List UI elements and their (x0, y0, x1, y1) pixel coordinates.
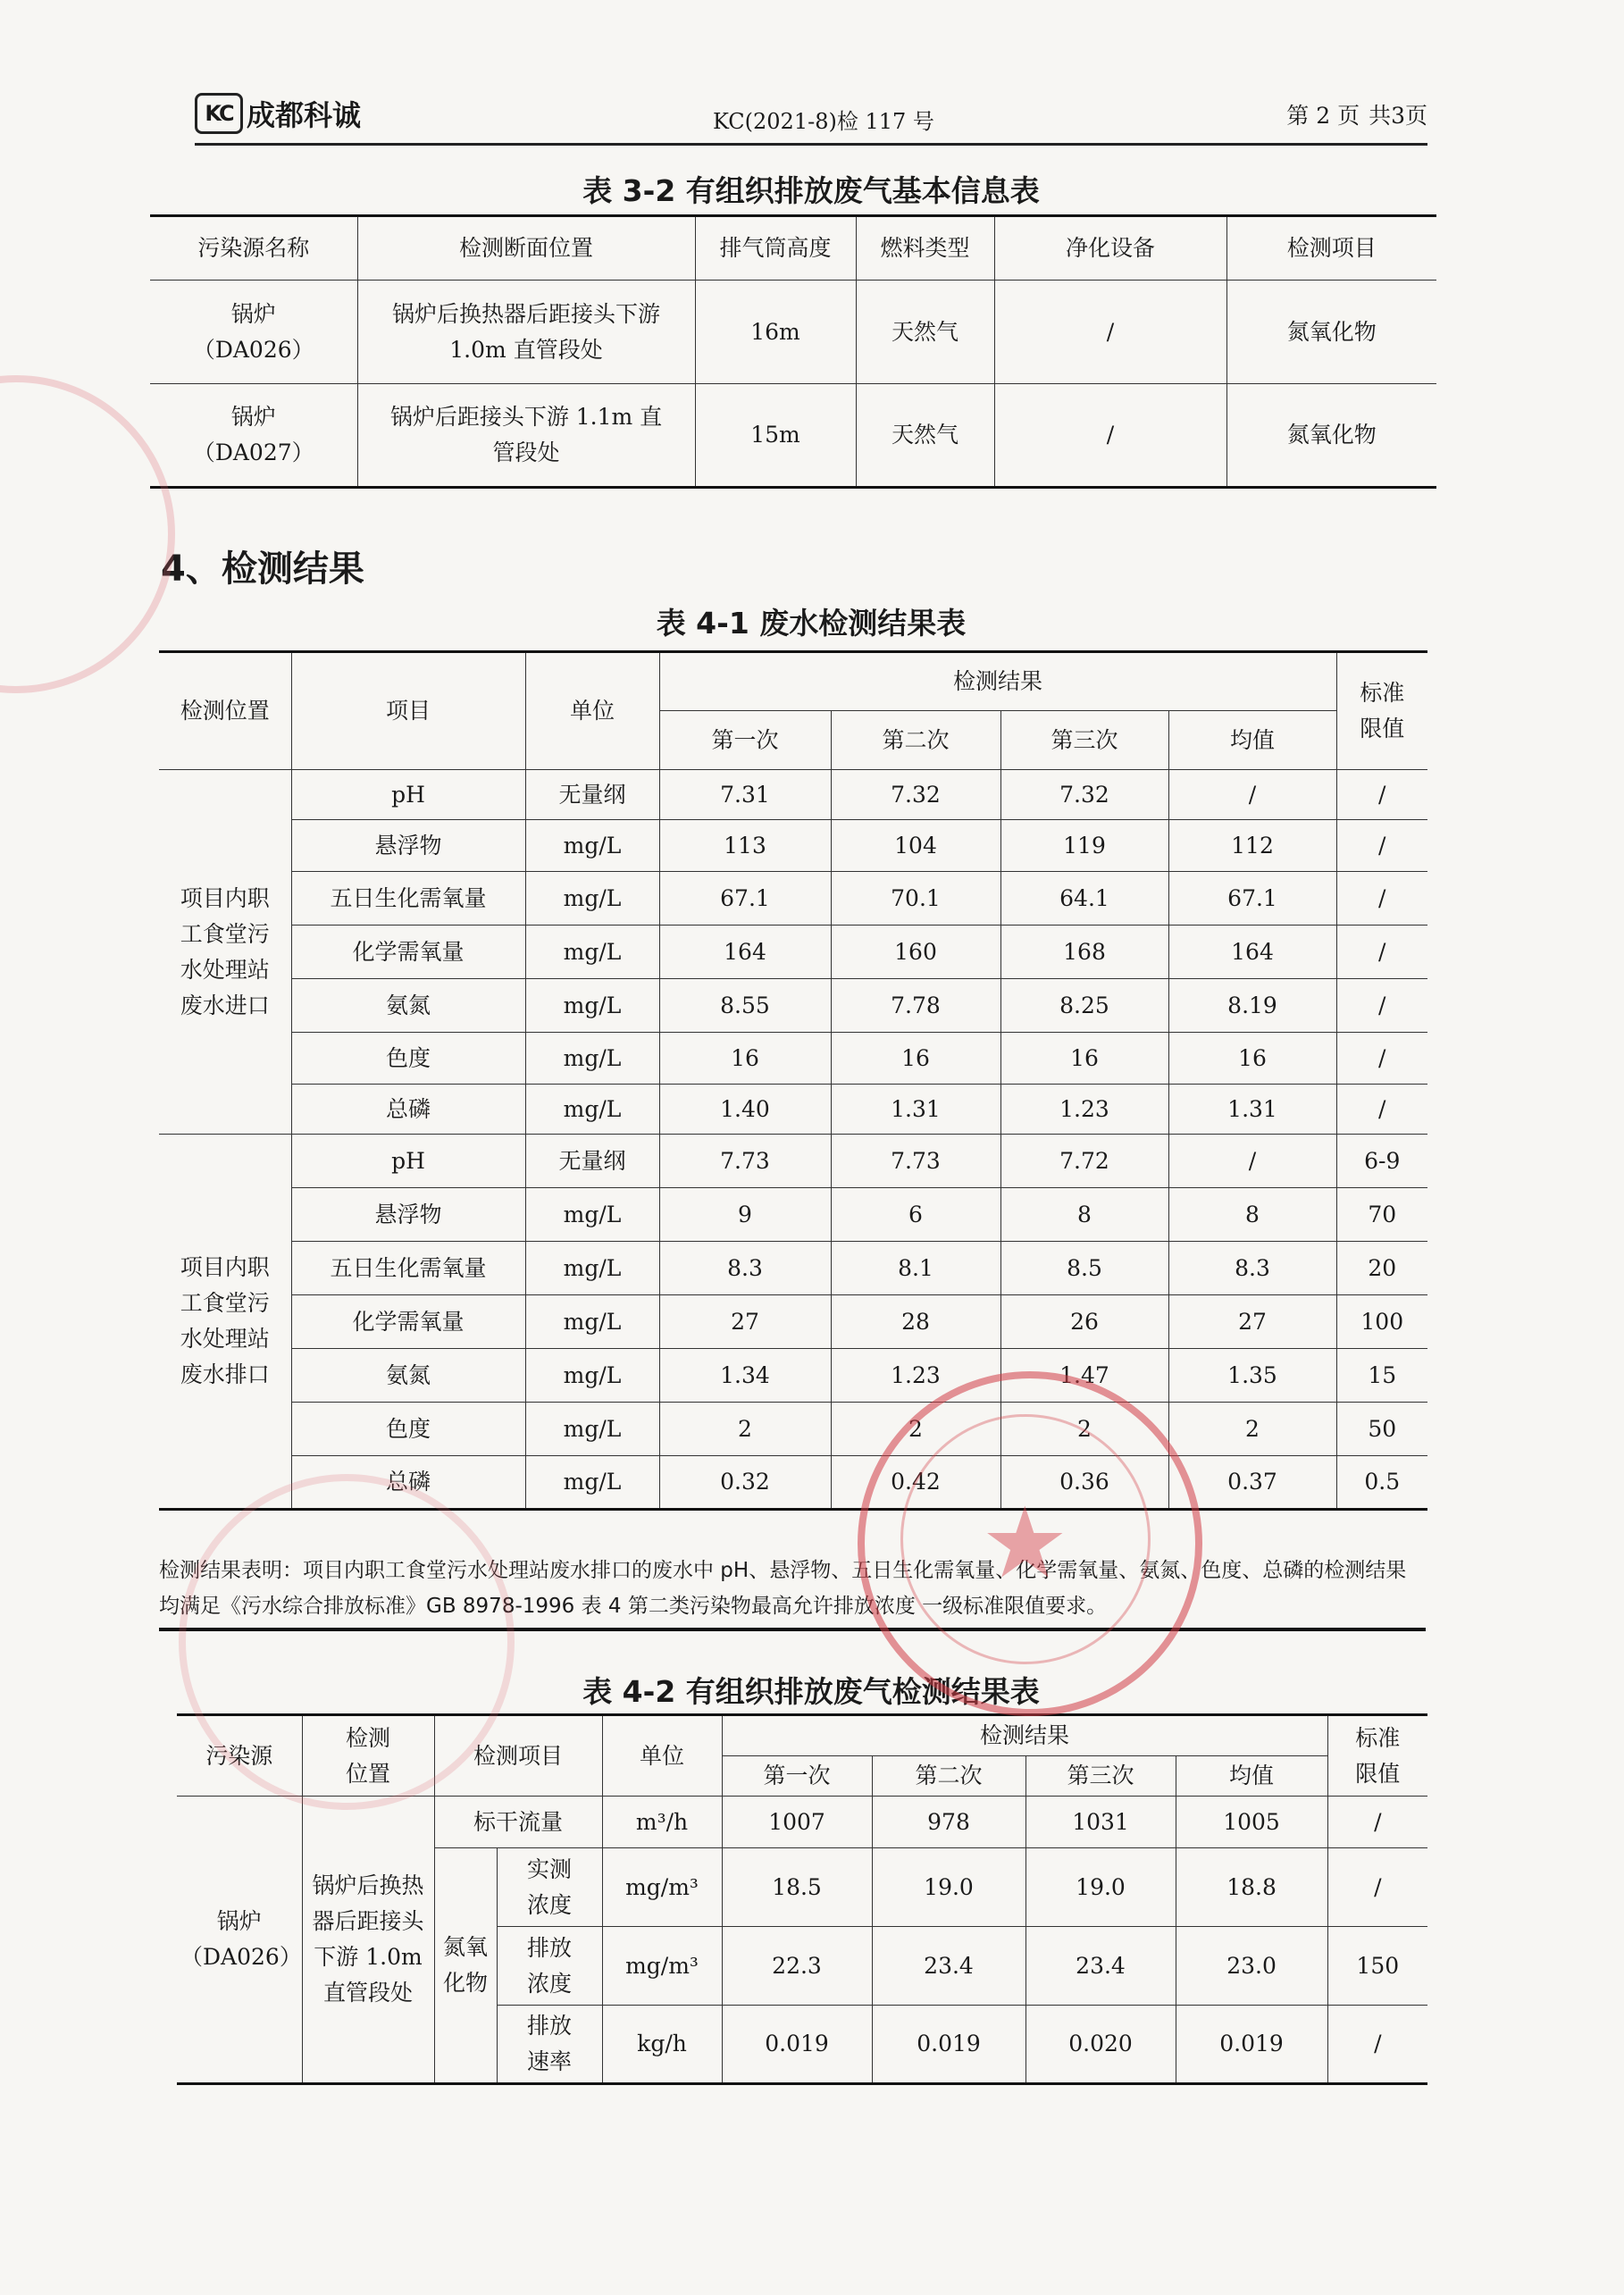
table-cell: mg/L (525, 1349, 659, 1403)
table-cell: / (1336, 1033, 1427, 1085)
table-cell: 化学需氧量 (291, 926, 525, 979)
table-cell: 7.31 (659, 770, 831, 820)
table-cell: 悬浮物 (291, 1188, 525, 1242)
table-cell: 2 (1168, 1403, 1336, 1456)
table-cell: 70.1 (831, 872, 1000, 926)
table-cell: 1.35 (1168, 1349, 1336, 1403)
table-cell: 0.5 (1336, 1456, 1427, 1510)
table-cell: 8.19 (1168, 979, 1336, 1033)
table-cell: mg/L (525, 1295, 659, 1349)
flow-item-cell: 标干流量 (434, 1797, 602, 1848)
table-cell: mg/L (525, 1456, 659, 1510)
table-cell: 150 (1327, 1927, 1427, 2006)
table-cell: mg/L (525, 979, 659, 1033)
header-position: 检测位置 (159, 652, 291, 770)
company-name: 成都科诚 (247, 98, 362, 132)
page-number (1277, 98, 1427, 130)
table-cell: 色度 (291, 1403, 525, 1456)
table-cell: 1.23 (1000, 1085, 1168, 1135)
table-row (159, 770, 1427, 820)
table-cell: 7.72 (1000, 1135, 1168, 1188)
table-cell: 1.31 (831, 1085, 1000, 1135)
table-cell: / (1327, 1848, 1427, 1927)
sub-item-cell: 排放 速率 (497, 2006, 602, 2084)
table-cell: 总磷 (291, 1456, 525, 1510)
table-cell: / (1168, 1135, 1336, 1188)
nox-item-cell: 氮氧 化物 (434, 1848, 497, 2084)
table-cell: 15 (1336, 1349, 1427, 1403)
table-cell: 16 (831, 1033, 1000, 1085)
result-note: 检测结果表明：项目内职工食堂污水处理站废水排口的废水中 pH、悬浮物、五日生化需氧量、化学需氧量、氨氮、色度、总磷的检测结果均满足《污水综合排放标准》GB 8978-1996 表 4 第二类污染物最高允许排放浓度 一级标准限值要求。 (159, 1553, 1426, 1631)
table-4-1 (159, 650, 1427, 1511)
table-cell: 锅炉后距接头下游 1.1m 直 管段处 (357, 384, 695, 488)
table-cell: 8.55 (659, 979, 831, 1033)
table-cell: 64.1 (1000, 872, 1168, 926)
table-cell: / (1336, 979, 1427, 1033)
table-cell: 113 (659, 820, 831, 872)
column-header: 检测断面位置 (357, 216, 695, 281)
header-limit: 标准 限值 (1336, 652, 1427, 770)
header-third: 第三次 (1000, 711, 1168, 770)
table-cell: 7.32 (1000, 770, 1168, 820)
table-cell: 氮氧化物 (1226, 281, 1436, 384)
table-cell: 7.73 (831, 1135, 1000, 1188)
table-cell: 6-9 (1336, 1135, 1427, 1188)
table-cell: 978 (872, 1797, 1025, 1848)
table-cell: mg/L (525, 1242, 659, 1295)
table-cell: 2 (659, 1403, 831, 1456)
table-cell: 0.019 (1176, 2006, 1327, 2084)
table-cell: 悬浮物 (291, 820, 525, 872)
table-cell: 100 (1336, 1295, 1427, 1349)
table-cell: mg/L (525, 820, 659, 872)
table-cell: / (1336, 1085, 1427, 1135)
table-cell: / (1327, 2006, 1427, 2084)
table-cell: pH (291, 770, 525, 820)
table-cell: 天然气 (856, 384, 994, 488)
table-cell: 8 (1000, 1188, 1168, 1242)
table-row (159, 1403, 1427, 1456)
sub-item-cell: 排放 浓度 (497, 1927, 602, 2006)
table-cell: 16 (1000, 1033, 1168, 1085)
table-cell: 70 (1336, 1188, 1427, 1242)
table-row (159, 926, 1427, 979)
table-cell: 22.3 (722, 1927, 872, 2006)
table-cell: / (994, 384, 1226, 488)
table-cell: 锅炉 （DA027） (150, 384, 357, 488)
table-cell: mg/L (525, 1033, 659, 1085)
table-cell: 164 (1168, 926, 1336, 979)
table-cell: 0.019 (722, 2006, 872, 2084)
table-cell: 7.73 (659, 1135, 831, 1188)
header-mean: 均值 (1168, 711, 1336, 770)
table-cell: 23.4 (872, 1927, 1025, 2006)
table-cell: 1005 (1176, 1797, 1327, 1848)
table-cell: 160 (831, 926, 1000, 979)
table-cell: 112 (1168, 820, 1336, 872)
table-row (159, 1033, 1427, 1085)
faded-seal-icon (0, 375, 175, 693)
table-cell: mg/L (525, 1085, 659, 1135)
position-cell: 锅炉后换热 器后距接头 下游 1.0m 直管段处 (302, 1797, 434, 2084)
unit-cell: m³/h (602, 1797, 722, 1848)
table-cell: 23.0 (1176, 1927, 1327, 2006)
column-header: 燃料类型 (856, 216, 994, 281)
source-cell: 锅炉 （DA026） (177, 1797, 302, 2084)
table-cell: 8.5 (1000, 1242, 1168, 1295)
column-header: 排气筒高度 (695, 216, 856, 281)
table-cell: 2 (831, 1403, 1000, 1456)
table-cell: 无量纲 (525, 770, 659, 820)
unit-cell: mg/m³ (602, 1848, 722, 1927)
table-cell: 67.1 (1168, 872, 1336, 926)
table-cell: 23.4 (1025, 1927, 1176, 2006)
table-cell: 15m (695, 384, 856, 488)
table-row (159, 1295, 1427, 1349)
table-cell: 0.020 (1025, 2006, 1176, 2084)
header-item: 检测项目 (434, 1715, 602, 1797)
table-row (159, 872, 1427, 926)
table-cell: 16m (695, 281, 856, 384)
table-4-2 (177, 1713, 1427, 2085)
table-cell: 104 (831, 820, 1000, 872)
header-results: 检测结果 (659, 652, 1336, 711)
table-cell: 50 (1336, 1403, 1427, 1456)
company-logo (195, 93, 361, 134)
table-cell: 五日生化需氧量 (291, 872, 525, 926)
table-cell: mg/L (525, 872, 659, 926)
table-cell: 8.25 (1000, 979, 1168, 1033)
table-row (159, 1456, 1427, 1510)
table-cell: 氮氧化物 (1226, 384, 1436, 488)
table-cell: 无量纲 (525, 1135, 659, 1188)
table-row (177, 1797, 1427, 1848)
header-position: 检测 位置 (302, 1715, 434, 1797)
table-4-1-caption: 表 4-1 废水检测结果表 (656, 606, 967, 641)
table-cell: 1007 (722, 1797, 872, 1848)
table-cell: 8.3 (1168, 1242, 1336, 1295)
table-cell: 8.3 (659, 1242, 831, 1295)
table-row (159, 1242, 1427, 1295)
table-cell: 色度 (291, 1033, 525, 1085)
table-cell: 1.31 (1168, 1085, 1336, 1135)
table-cell: 119 (1000, 820, 1168, 872)
table-cell: 6 (831, 1188, 1000, 1242)
table-cell: 28 (831, 1295, 1000, 1349)
table-cell: 27 (659, 1295, 831, 1349)
table-cell: 锅炉 （DA026） (150, 281, 357, 384)
table-row (159, 1349, 1427, 1403)
table-cell: 0.37 (1168, 1456, 1336, 1510)
table-cell: 9 (659, 1188, 831, 1242)
table-cell: 26 (1000, 1295, 1168, 1349)
table-cell: 总磷 (291, 1085, 525, 1135)
table-cell: 1.47 (1000, 1349, 1168, 1403)
table-cell: 19.0 (872, 1848, 1025, 1927)
table-cell: 氨氮 (291, 979, 525, 1033)
table-cell: mg/L (525, 1188, 659, 1242)
header-unit: 单位 (602, 1715, 722, 1797)
unit-cell: kg/h (602, 2006, 722, 2084)
position-cell: 项目内职 工食堂污 水处理站 废水排口 (159, 1135, 291, 1510)
page-current: 第 2 页 (1286, 103, 1360, 129)
header-unit: 单位 (525, 652, 659, 770)
header-third: 第三次 (1025, 1756, 1176, 1797)
table-row (159, 1188, 1427, 1242)
table-cell: / (1336, 770, 1427, 820)
table-cell: 7.78 (831, 979, 1000, 1033)
table-4-2-caption: 表 4-2 有组织排放废气检测结果表 (582, 1674, 1040, 1709)
table-cell: 0.32 (659, 1456, 831, 1510)
table-cell: / (1336, 820, 1427, 872)
header-second: 第二次 (831, 711, 1000, 770)
table-cell: 18.5 (722, 1848, 872, 1927)
table-3-2-caption: 表 3-2 有组织排放废气基本信息表 (582, 173, 1040, 208)
table-cell: 0.42 (831, 1456, 1000, 1510)
header-results: 检测结果 (722, 1715, 1327, 1756)
column-header: 净化设备 (994, 216, 1226, 281)
table-cell: 16 (659, 1033, 831, 1085)
table-cell: 7.32 (831, 770, 1000, 820)
header-item: 项目 (291, 652, 525, 770)
table-cell: 锅炉后换热器后距接头下游 1.0m 直管段处 (357, 281, 695, 384)
column-header: 检测项目 (1226, 216, 1436, 281)
table-cell: 五日生化需氧量 (291, 1242, 525, 1295)
table-cell: / (1336, 872, 1427, 926)
table-cell: 19.0 (1025, 1848, 1176, 1927)
table-cell: 27 (1168, 1295, 1336, 1349)
section-title: 4、检测结果 (161, 549, 364, 590)
column-header: 污染源名称 (150, 216, 357, 281)
page-header (195, 89, 1427, 146)
table-cell: / (1336, 926, 1427, 979)
inspection-seal-icon: ★ (858, 1371, 1202, 1716)
unit-cell: mg/m³ (602, 1927, 722, 2006)
table-cell: 化学需氧量 (291, 1295, 525, 1349)
table-cell: pH (291, 1135, 525, 1188)
table-row (150, 281, 1436, 384)
table-cell: mg/L (525, 1403, 659, 1456)
table-cell: 氨氮 (291, 1349, 525, 1403)
table-row (159, 820, 1427, 872)
page-total: 共3页 (1369, 103, 1427, 129)
table-cell: 0.019 (872, 2006, 1025, 2084)
header-limit: 标准 限值 (1327, 1715, 1427, 1797)
table-cell: 1.34 (659, 1349, 831, 1403)
table-row (150, 384, 1436, 488)
table-cell: 2 (1000, 1403, 1168, 1456)
table-cell: mg/L (525, 926, 659, 979)
table-cell: 1031 (1025, 1797, 1176, 1848)
table-cell: 1.40 (659, 1085, 831, 1135)
table-cell: / (1327, 1797, 1427, 1848)
header-mean: 均值 (1176, 1756, 1327, 1797)
logo-mark-icon: KC (195, 93, 243, 134)
table-cell: 164 (659, 926, 831, 979)
header-first: 第一次 (659, 711, 831, 770)
table-cell: 18.8 (1176, 1848, 1327, 1927)
table-cell: 8 (1168, 1188, 1336, 1242)
table-cell: / (1168, 770, 1336, 820)
table-row (159, 1085, 1427, 1135)
table-cell: 0.36 (1000, 1456, 1168, 1510)
table-cell: 1.23 (831, 1349, 1000, 1403)
table-cell: / (994, 281, 1226, 384)
table-cell: 天然气 (856, 281, 994, 384)
table-cell: 16 (1168, 1033, 1336, 1085)
table-cell: 67.1 (659, 872, 831, 926)
document-number: KC(2021-8)检 117 号 (713, 109, 934, 134)
table-cell: 168 (1000, 926, 1168, 979)
table-cell: 8.1 (831, 1242, 1000, 1295)
position-cell: 项目内职 工食堂污 水处理站 废水进口 (159, 770, 291, 1135)
header-source: 污染源 (177, 1715, 302, 1797)
header-first: 第一次 (722, 1756, 872, 1797)
table-row (159, 1135, 1427, 1188)
sub-item-cell: 实测 浓度 (497, 1848, 602, 1927)
table-cell: 20 (1336, 1242, 1427, 1295)
table-row (159, 979, 1427, 1033)
table-3-2 (150, 214, 1436, 489)
header-second: 第二次 (872, 1756, 1025, 1797)
